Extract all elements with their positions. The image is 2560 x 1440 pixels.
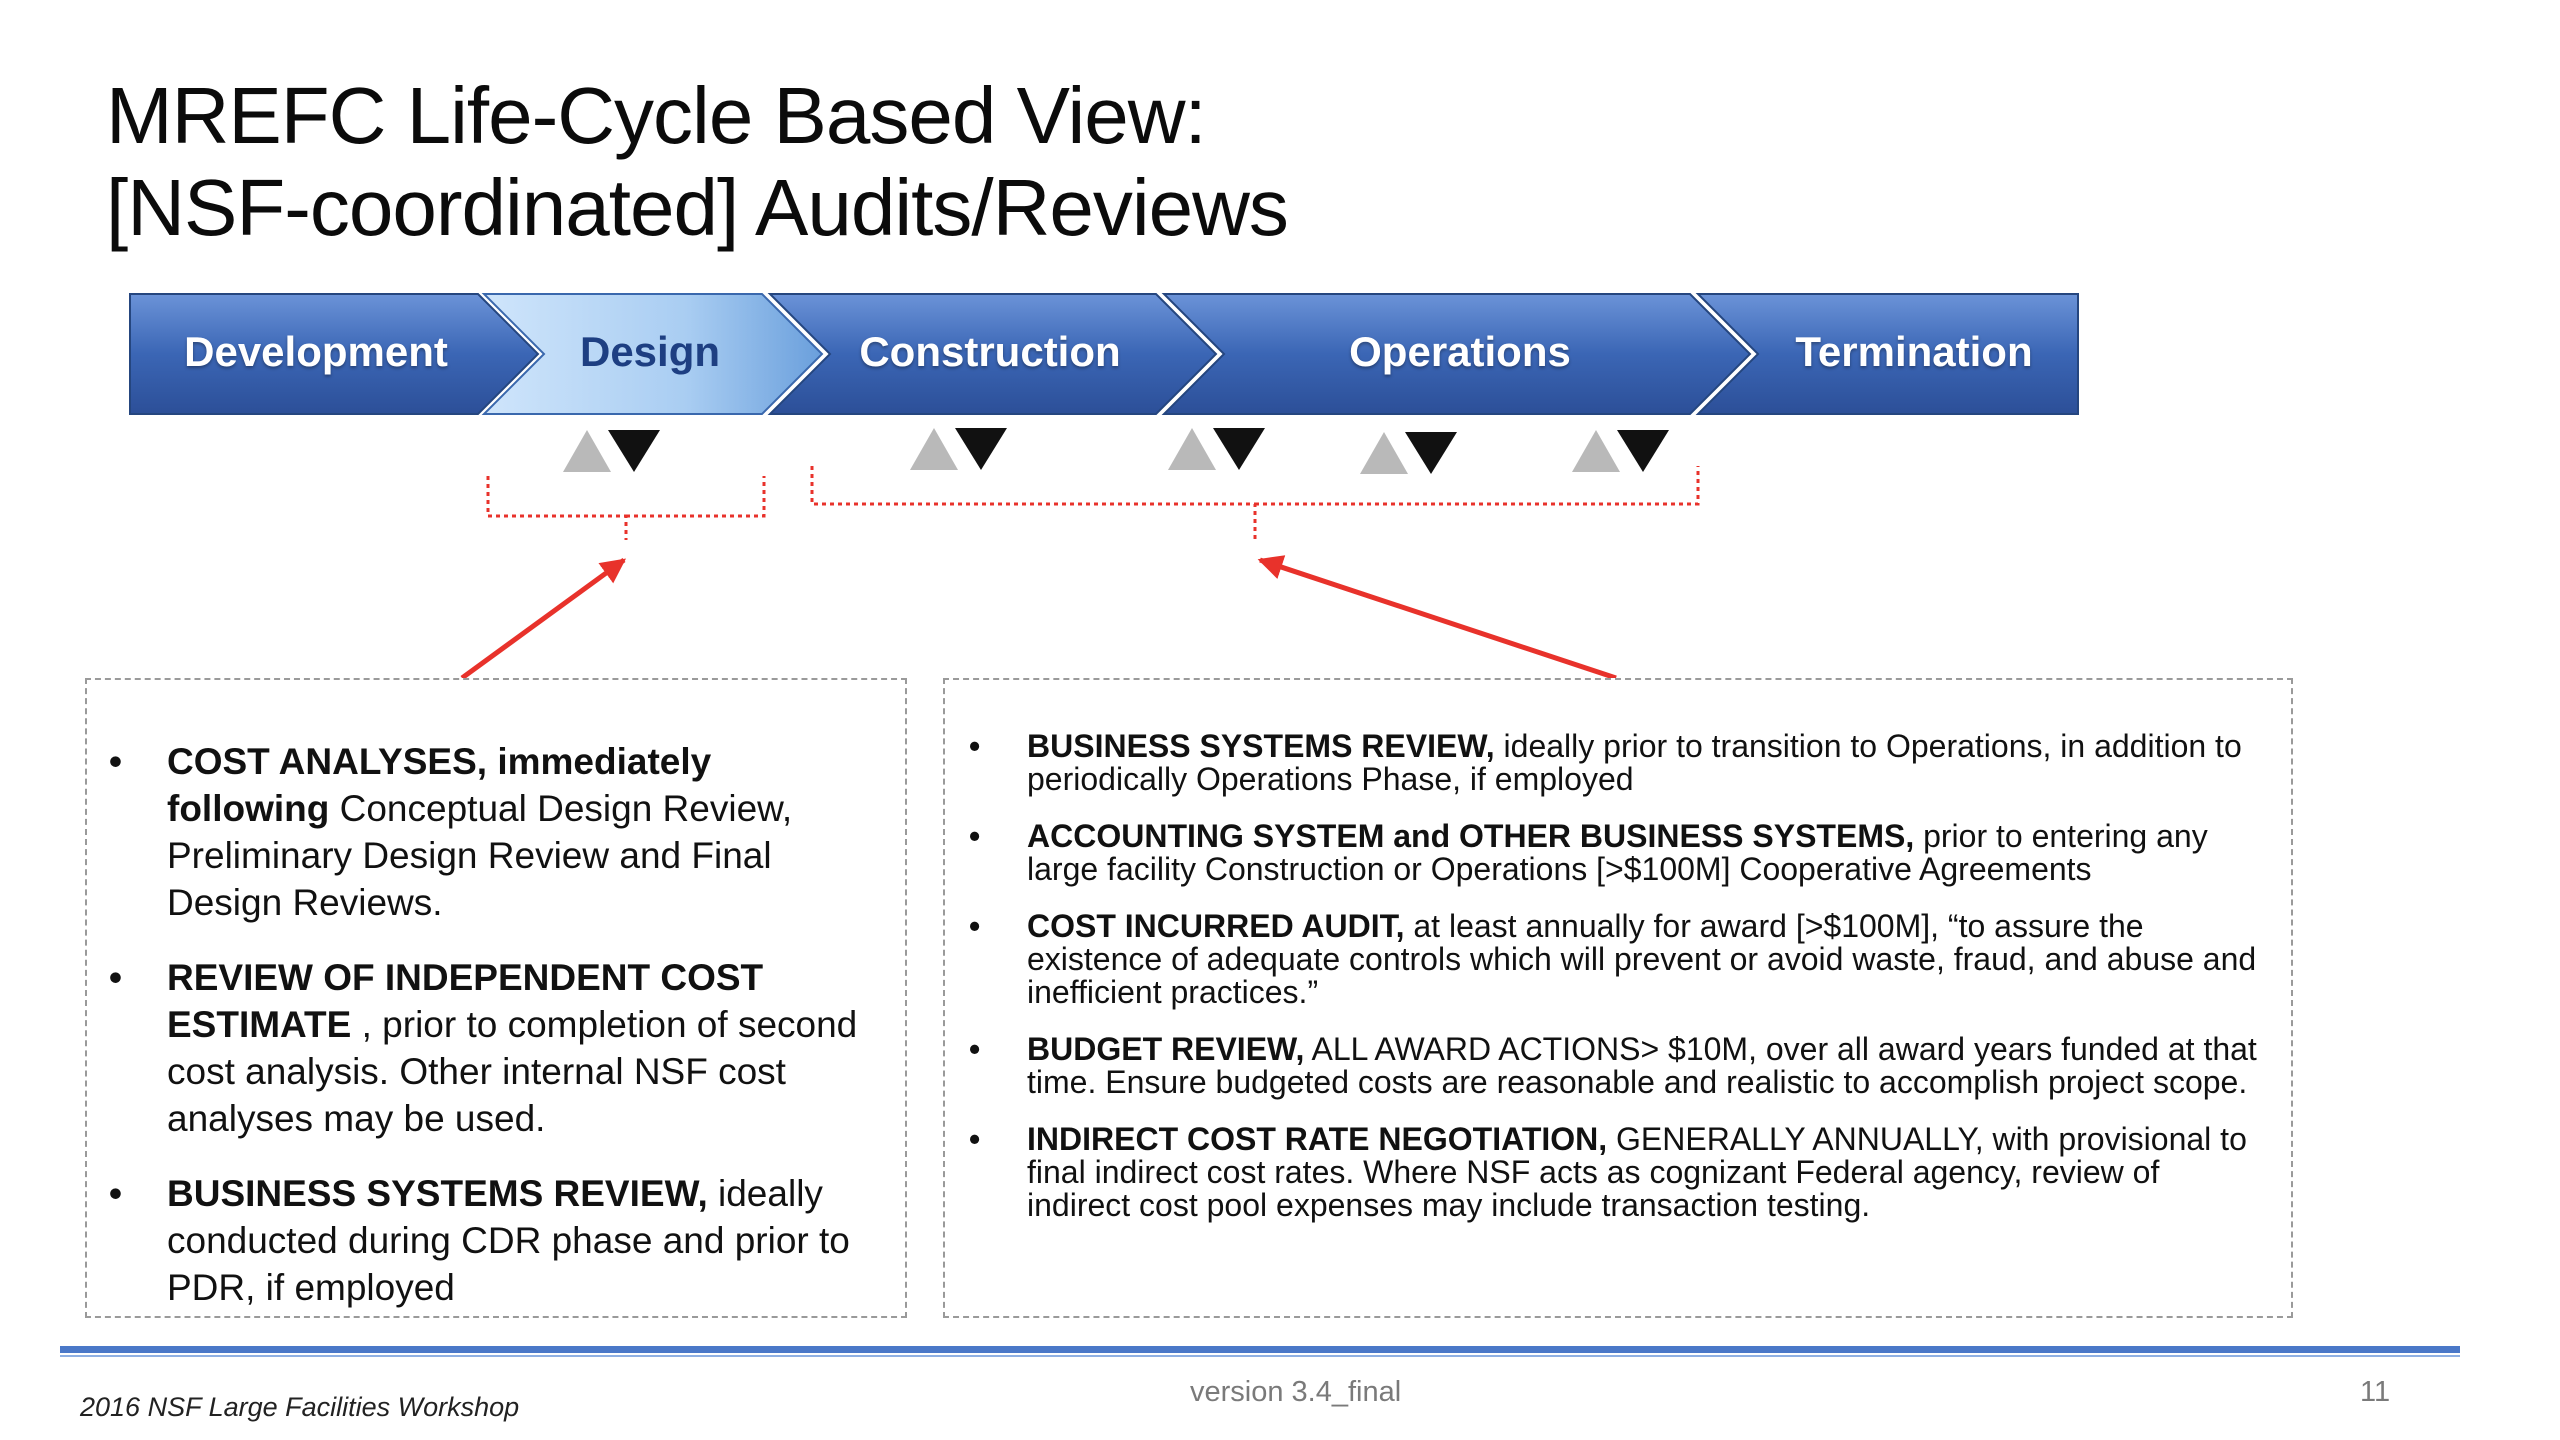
list-item: • REVIEW OF INDEPENDENT COST ESTIMATE , prior to completion of second cost analysis. Other internal NSF cost analyses may be used. bbox=[167, 954, 883, 1142]
list-item: • INDIRECT COST RATE NEGOTIATION, GENERALLY ANNUALLY, with provisional to final indirect cost rates. Where NSF acts as cognizant Federal agency, review of indirect cost pool expenses may include transaction testing. bbox=[1027, 1123, 2267, 1222]
phase-termination: Termination bbox=[1795, 328, 2033, 375]
design-reviews-box bbox=[85, 678, 907, 1318]
left-pointer-arrow bbox=[462, 560, 624, 678]
footer-version: version 3.4_final bbox=[1190, 1376, 1402, 1408]
phase-operations: Operations bbox=[1349, 328, 1571, 375]
footer-workshop-name: 2016 NSF Large Facilities Workshop bbox=[80, 1392, 520, 1422]
list-item: • COST INCURRED AUDIT, at least annually for award [>$100M], “to assure the existence of adequate controls which will prevent or avoid waste, fraud, and abuse and inefficient practices.” bbox=[1027, 910, 2267, 1009]
right-pointer-arrow bbox=[1260, 560, 1616, 678]
phase-design: Design bbox=[579, 328, 721, 375]
list-item: • BUDGET REVIEW, ALL AWARD ACTIONS> $10M, over all award years funded at that time. Ensure budgeted costs are reasonable and realistic to accomplish project scope. bbox=[1027, 1033, 2267, 1099]
footer-divider bbox=[60, 1346, 2460, 1358]
title-line-2: [NSF-coordinated] Audits/Reviews bbox=[106, 163, 1288, 252]
list-item: • BUSINESS SYSTEMS REVIEW, ideally conducted during CDR phase and prior to PDR, if employed bbox=[167, 1170, 883, 1311]
phase-construction: Construction bbox=[859, 328, 1121, 375]
list-item: • BUSINESS SYSTEMS REVIEW, ideally prior to transition to Operations, in addition to periodically Operations Phase, if employed bbox=[1027, 730, 2267, 796]
page-number: 11 bbox=[2360, 1376, 2391, 1408]
construction-operations-reviews-box bbox=[943, 678, 2293, 1318]
title-line-1: MREFC Life-Cycle Based View: bbox=[106, 71, 1206, 160]
list-item: • COST ANALYSES, immediately following Conceptual Design Review, Preliminary Design Review and Final Design Reviews. bbox=[167, 738, 883, 926]
list-item: • ACCOUNTING SYSTEM and OTHER BUSINESS SYSTEMS, prior to entering any large facility Construction or Operations [>$100M] Cooperative Agreements bbox=[1027, 820, 2267, 886]
phase-development: Development bbox=[184, 328, 448, 375]
